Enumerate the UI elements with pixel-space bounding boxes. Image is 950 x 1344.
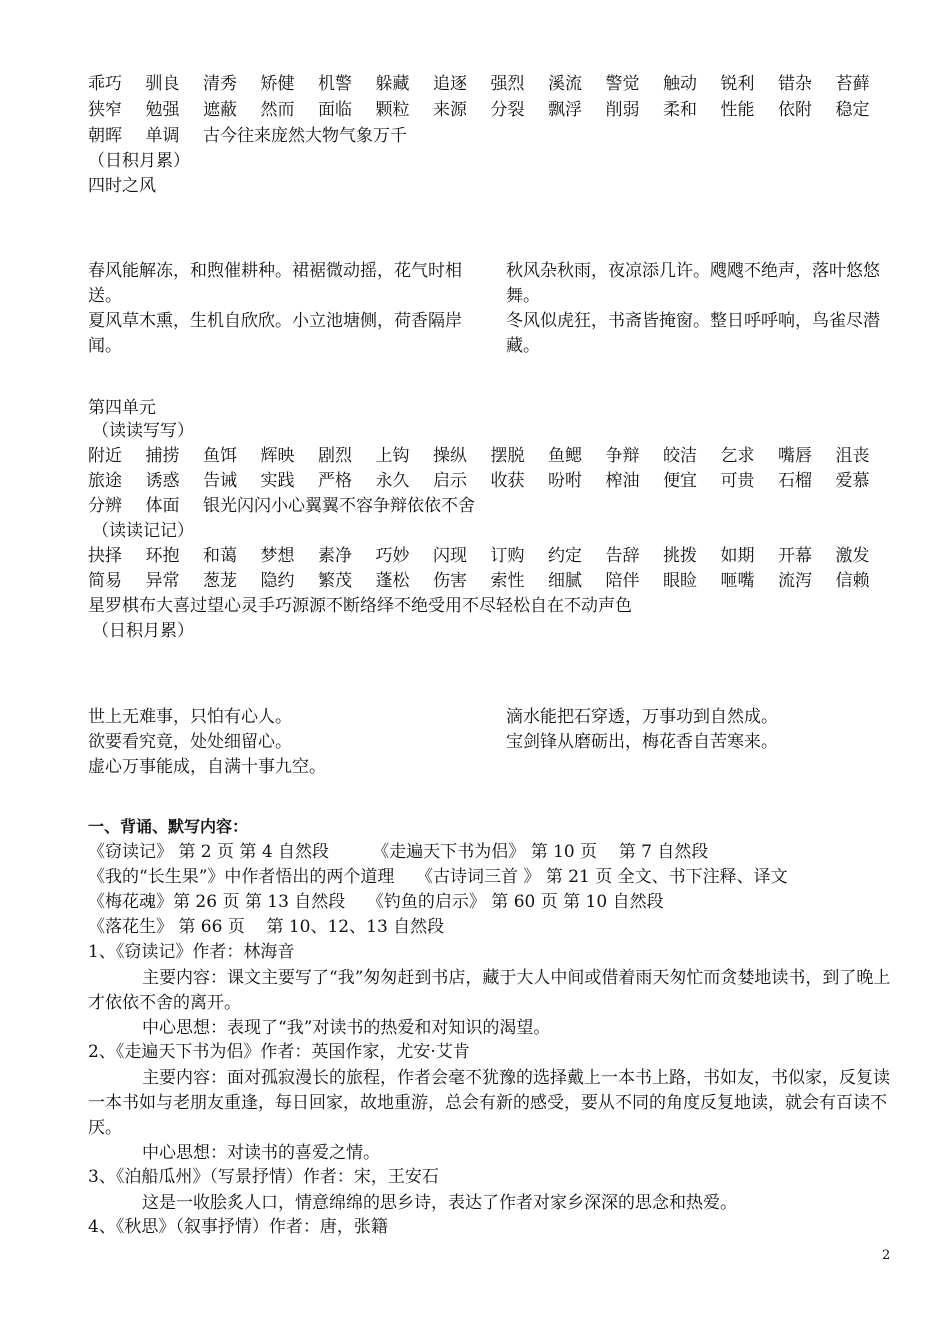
- vocab-word: 体面: [145, 496, 180, 516]
- vocab-word: 分裂: [490, 100, 525, 120]
- item-title: 3、《泊船瓜州》（写景抒情）作者：宋，王安石: [88, 1167, 439, 1187]
- vocab-word: 繁茂: [318, 571, 352, 591]
- vocab-word: 依依不舍: [407, 496, 475, 516]
- vocab-word: 星罗棋布: [88, 596, 156, 616]
- vocab-word: 和蔼: [203, 546, 237, 566]
- vocab-word: 锐利: [720, 74, 755, 94]
- vocab-word: 开幕: [778, 546, 812, 566]
- vocab-word: 小心翼翼: [271, 496, 339, 516]
- vocab-word: 乖巧: [88, 74, 122, 94]
- vocab-word: 激发: [835, 546, 870, 566]
- vocab-word: 错杂: [778, 74, 812, 94]
- vocab-word: 银光闪闪: [203, 496, 271, 516]
- recite-line: 《落花生》 第 66 页 第 10、12、13 自然段: [88, 917, 445, 937]
- vocab-word: 实践: [260, 471, 295, 491]
- vocab-word: 葱茏: [203, 571, 237, 591]
- vocab-word: 颗粒: [375, 100, 410, 120]
- vocab-word: 环抱: [145, 546, 180, 566]
- vocab-word: 石榴: [778, 471, 812, 491]
- vocab-word: 收获: [490, 471, 525, 491]
- vocab-row: [88, 125, 407, 147]
- poem-stanza: 夏风草木熏，生机自欣欣。小立池塘侧，荷香隔岸闻。: [88, 311, 462, 356]
- item-main: 这是一收脍炙人口，情意绵绵的思乡诗，表达了作者对家乡深深的思念和热爱。: [142, 1193, 737, 1213]
- vocab-row: [88, 495, 475, 517]
- recite-line: 《梅花魂》第 26 页 第 13 自然段 《钓鱼的启示》 第 60 页 第 10 自然段: [88, 892, 664, 912]
- vocab-word: 飘浮: [548, 100, 582, 120]
- vocab-word: 勉强: [145, 100, 180, 120]
- vocab-word: 告辞: [605, 546, 640, 566]
- vocab-word: 轻松自在: [496, 596, 564, 616]
- vocab-word: 鱼鳃: [548, 446, 582, 466]
- vocab-word: 便宜: [663, 471, 697, 491]
- vocab-word: 溪流: [548, 74, 582, 94]
- vocab-row: [88, 445, 893, 467]
- proverb: 欲要看究竟，处处细留心。: [88, 732, 292, 752]
- section-heading: （读读写写）: [92, 421, 194, 441]
- vocab-word: 爱慕: [835, 471, 870, 491]
- poem-title: 四时之风: [88, 176, 156, 196]
- proverb: 滴水能把石穿透，万事功到自然成。: [506, 707, 778, 727]
- vocab-word: 可贵: [720, 471, 755, 491]
- vocab-word: 络绎不绝: [360, 596, 428, 616]
- proverb: 宝剑锋从磨砺出，梅花香自苦寒来。: [506, 732, 778, 752]
- vocab-word: 来源: [433, 100, 467, 120]
- vocab-word: 流泻: [778, 571, 812, 591]
- vocab-word: 辉映: [260, 446, 295, 466]
- vocab-word: 蓬松: [375, 571, 410, 591]
- vocab-word: 源源不断: [292, 596, 360, 616]
- vocab-word: 沮丧: [835, 446, 870, 466]
- item-center: 中心思想：对读书的喜爱之情。: [142, 1143, 380, 1163]
- recite-line: 《我的“长生果”》中作者悟出的两个道理 《古诗词三首 》 第 21 页 全文、书下注释、译文: [88, 867, 788, 887]
- vocab-word: 订购: [490, 546, 525, 566]
- vocab-word: 素净: [318, 546, 352, 566]
- vocab-word: 巧妙: [375, 546, 410, 566]
- section-heading: （读读记记）: [92, 521, 194, 541]
- poem-stanza: 秋风杂秋雨，夜凉添几许。飕飕不绝声，落叶悠悠舞。: [506, 261, 880, 306]
- vocab-word: 皎洁: [663, 446, 697, 466]
- vocab-word: 不容争辩: [339, 496, 407, 516]
- vocab-word: 闪现: [433, 546, 467, 566]
- vocab-word: 古今往来: [203, 126, 271, 146]
- vocab-word: 异常: [145, 571, 180, 591]
- vocab-word: 剧烈: [318, 446, 352, 466]
- vocab-word: 受用不尽: [428, 596, 496, 616]
- vocab-word: 驯良: [145, 74, 180, 94]
- vocab-word: 约定: [548, 546, 582, 566]
- section-heading: （日积月累）: [88, 151, 190, 171]
- vocab-word: 追逐: [433, 74, 467, 94]
- vocab-word: 操纵: [433, 446, 467, 466]
- vocab-word: 气象万千: [339, 126, 407, 146]
- vocab-word: 吩咐: [548, 471, 582, 491]
- vocab-word: 隐约: [260, 571, 295, 591]
- vocab-word: 伤害: [433, 571, 467, 591]
- vocab-word: 清秀: [203, 74, 237, 94]
- section-heading: （日积月累）: [92, 621, 194, 641]
- vocab-word: 鱼饵: [203, 446, 237, 466]
- item-center: 中心思想：表现了“我”对读书的热爱和对知识的渴望。: [142, 1018, 551, 1038]
- vocab-word: 捕捞: [145, 446, 180, 466]
- vocab-word: 细腻: [548, 571, 582, 591]
- vocab-row: [88, 545, 893, 567]
- vocab-word: 索性: [490, 571, 525, 591]
- vocab-word: 启示: [433, 471, 467, 491]
- vocab-row: [88, 470, 893, 492]
- vocab-word: 附近: [88, 446, 122, 466]
- vocab-word: 乞求: [720, 446, 755, 466]
- vocab-word: 性能: [720, 100, 755, 120]
- vocab-word: 庞然大物: [271, 126, 339, 146]
- item-main: 主要内容：面对孤寂漫长的旅程，作者会毫不犹豫的选择戴上一本书上路，书如友，书似家，反复读一本书如与老朋友重逢，每日回家，故地重游，总会有新的感受，要从不同的角度反复地读，就会有百读不厌。: [88, 1068, 890, 1138]
- vocab-word: 榨油: [605, 471, 640, 491]
- item-title: 1、《窃读记》作者：林海音: [88, 942, 295, 962]
- vocab-word: 如期: [720, 546, 755, 566]
- vocab-word: 单调: [145, 126, 180, 146]
- vocab-word: 抉择: [88, 546, 122, 566]
- vocab-word: 削弱: [605, 100, 640, 120]
- vocab-word: 朝晖: [88, 126, 122, 146]
- vocab-word: 遮蔽: [203, 100, 237, 120]
- recite-line: 《窃读记》 第 2 页 第 4 自然段 《走遍天下书为侣》 第 10 页 第 7 自然段: [88, 842, 709, 862]
- item-title: 4、《秋思》（叙事抒情）作者：唐，张籍: [88, 1217, 388, 1237]
- vocab-word: 依附: [778, 100, 812, 120]
- vocab-row: [88, 570, 893, 592]
- vocab-word: 永久: [375, 471, 410, 491]
- item-title: 2、《走遍天下书为侣》作者：英国作家，尤安·艾肯: [88, 1042, 470, 1062]
- vocab-row: [88, 595, 632, 617]
- vocab-word: 咂嘴: [720, 571, 755, 591]
- vocab-word: 触动: [663, 74, 697, 94]
- vocab-word: 陪伴: [605, 571, 640, 591]
- vocab-word: 摆脱: [490, 446, 525, 466]
- vocab-word: 矫健: [260, 74, 295, 94]
- vocab-word: 狭窄: [88, 100, 122, 120]
- vocab-word: 苔藓: [835, 74, 870, 94]
- poem-stanza: 冬风似虎狂，书斋皆掩窗。整日呼呼响，鸟雀尽潜藏。: [506, 311, 880, 356]
- vocab-word: 然而: [260, 100, 295, 120]
- vocab-word: 柔和: [663, 100, 697, 120]
- vocab-word: 挑拨: [663, 546, 697, 566]
- vocab-word: 信赖: [835, 571, 870, 591]
- poem-stanza: 春风能解冻，和煦催耕种。裙裾微动摇，花气时相送。: [88, 261, 462, 306]
- vocab-word: 警觉: [605, 74, 640, 94]
- vocab-row: [88, 73, 893, 95]
- proverb: 虚心万事能成，自满十事九空。: [88, 757, 326, 777]
- vocab-word: 大喜过望: [156, 596, 224, 616]
- unit-title: 第四单元: [88, 398, 156, 418]
- vocab-word: 告诫: [203, 471, 237, 491]
- vocab-word: 躲藏: [375, 74, 410, 94]
- vocab-word: 稳定: [835, 100, 870, 120]
- item-main: 主要内容：课文主要写了“我”匆匆赶到书店，藏于大人中间或借着雨天匆忙而贪婪地读书，到了晚上才依依不舍的离开。: [88, 968, 891, 1013]
- vocab-word: 心灵手巧: [224, 596, 292, 616]
- vocab-word: 诱惑: [145, 471, 180, 491]
- vocab-word: 强烈: [490, 74, 525, 94]
- vocab-word: 分辨: [88, 496, 122, 516]
- vocab-word: 不动声色: [564, 596, 632, 616]
- vocab-row: [88, 99, 893, 121]
- vocab-word: 面临: [318, 100, 352, 120]
- vocab-word: 上钩: [375, 446, 410, 466]
- vocab-word: 嘴唇: [778, 446, 812, 466]
- vocab-word: 机警: [318, 74, 352, 94]
- section-heading: 一、背诵、默写内容：: [88, 817, 249, 836]
- vocab-word: 争辩: [605, 446, 640, 466]
- vocab-word: 严格: [318, 471, 352, 491]
- vocab-word: 眼睑: [663, 571, 697, 591]
- page-number: 2: [882, 1248, 891, 1263]
- proverb: 世上无难事，只怕有心人。: [88, 707, 292, 727]
- vocab-word: 旅途: [88, 471, 122, 491]
- vocab-word: 梦想: [260, 546, 295, 566]
- vocab-word: 简易: [88, 571, 122, 591]
